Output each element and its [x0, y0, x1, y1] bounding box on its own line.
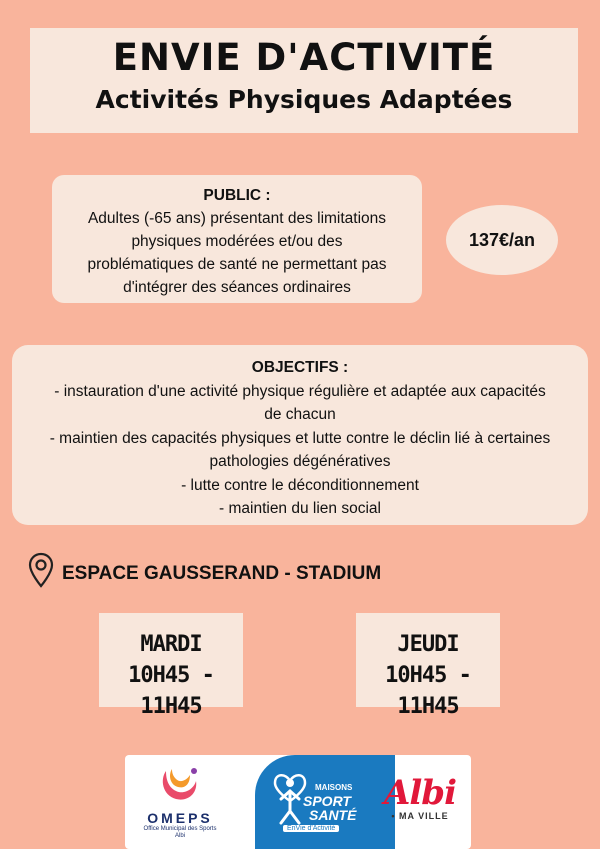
objective-line: - maintien du lien social	[219, 500, 381, 517]
public-line: d'intégrer des séances ordinaires	[123, 279, 351, 296]
public-line: Adultes (-65 ans) présentant des limitations	[87, 210, 387, 227]
omeps-logo	[135, 765, 225, 840]
public-line: problématiques de santé ne permettant pas	[87, 256, 387, 273]
page-title: ENVIE D'ACTIVITÉ	[112, 36, 496, 79]
objective-line: - instauration d'une activité physique régulière et adaptée aux capacités	[54, 382, 546, 400]
albi-logo	[375, 775, 465, 821]
schedule-day: JEUDI	[397, 632, 459, 657]
objective-line: pathologies dégénératives	[209, 453, 391, 470]
price-label: 137€/an	[468, 229, 536, 250]
objectives-heading: OBJECTIFS :	[251, 359, 349, 376]
mss-line-1: MAISONS	[315, 783, 353, 792]
title-banner	[30, 28, 578, 133]
price-badge	[446, 205, 558, 275]
schedule-day: MARDI	[140, 632, 202, 657]
mss-line-3: SANTÉ	[309, 807, 357, 823]
schedule-time: 10H45 - 11H45	[128, 663, 214, 719]
omeps-subtitle: Office Municipal des Sports	[143, 826, 217, 832]
objectives-panel	[12, 345, 588, 525]
schedule-card-tuesday	[99, 613, 243, 719]
objective-line: - maintien des capacités physiques et lutte contre le déclin lié à certaines	[49, 429, 551, 447]
map-pin-icon	[28, 552, 54, 588]
page-subtitle: Activités Physiques Adaptées	[95, 85, 513, 114]
schedule-time: 10H45 - 11H45	[385, 663, 471, 719]
objective-line: - lutte contre le déconditionnement	[181, 476, 419, 494]
omeps-city: Albi	[174, 833, 185, 839]
mss-tagline: EnVie d'Activité	[283, 825, 339, 832]
albi-wordmark: Albi	[384, 773, 456, 813]
venue-name: ESPACE GAUSSERAND - STADIUM	[62, 563, 382, 584]
mss-line-2: SPORT	[303, 793, 351, 809]
public-heading: PUBLIC :	[203, 187, 271, 204]
public-line: physiques modérées et/ou des	[131, 233, 343, 250]
maisons-sport-sante-logo	[255, 755, 395, 849]
objective-line: de chacun	[264, 406, 336, 423]
omeps-emblem-icon	[158, 765, 202, 803]
schedule-card-thursday	[356, 613, 500, 719]
omeps-name: OMEPS	[147, 810, 213, 826]
public-panel	[52, 175, 422, 303]
albi-tagline: • MA VILLE	[391, 811, 449, 821]
partner-logos	[125, 755, 471, 849]
